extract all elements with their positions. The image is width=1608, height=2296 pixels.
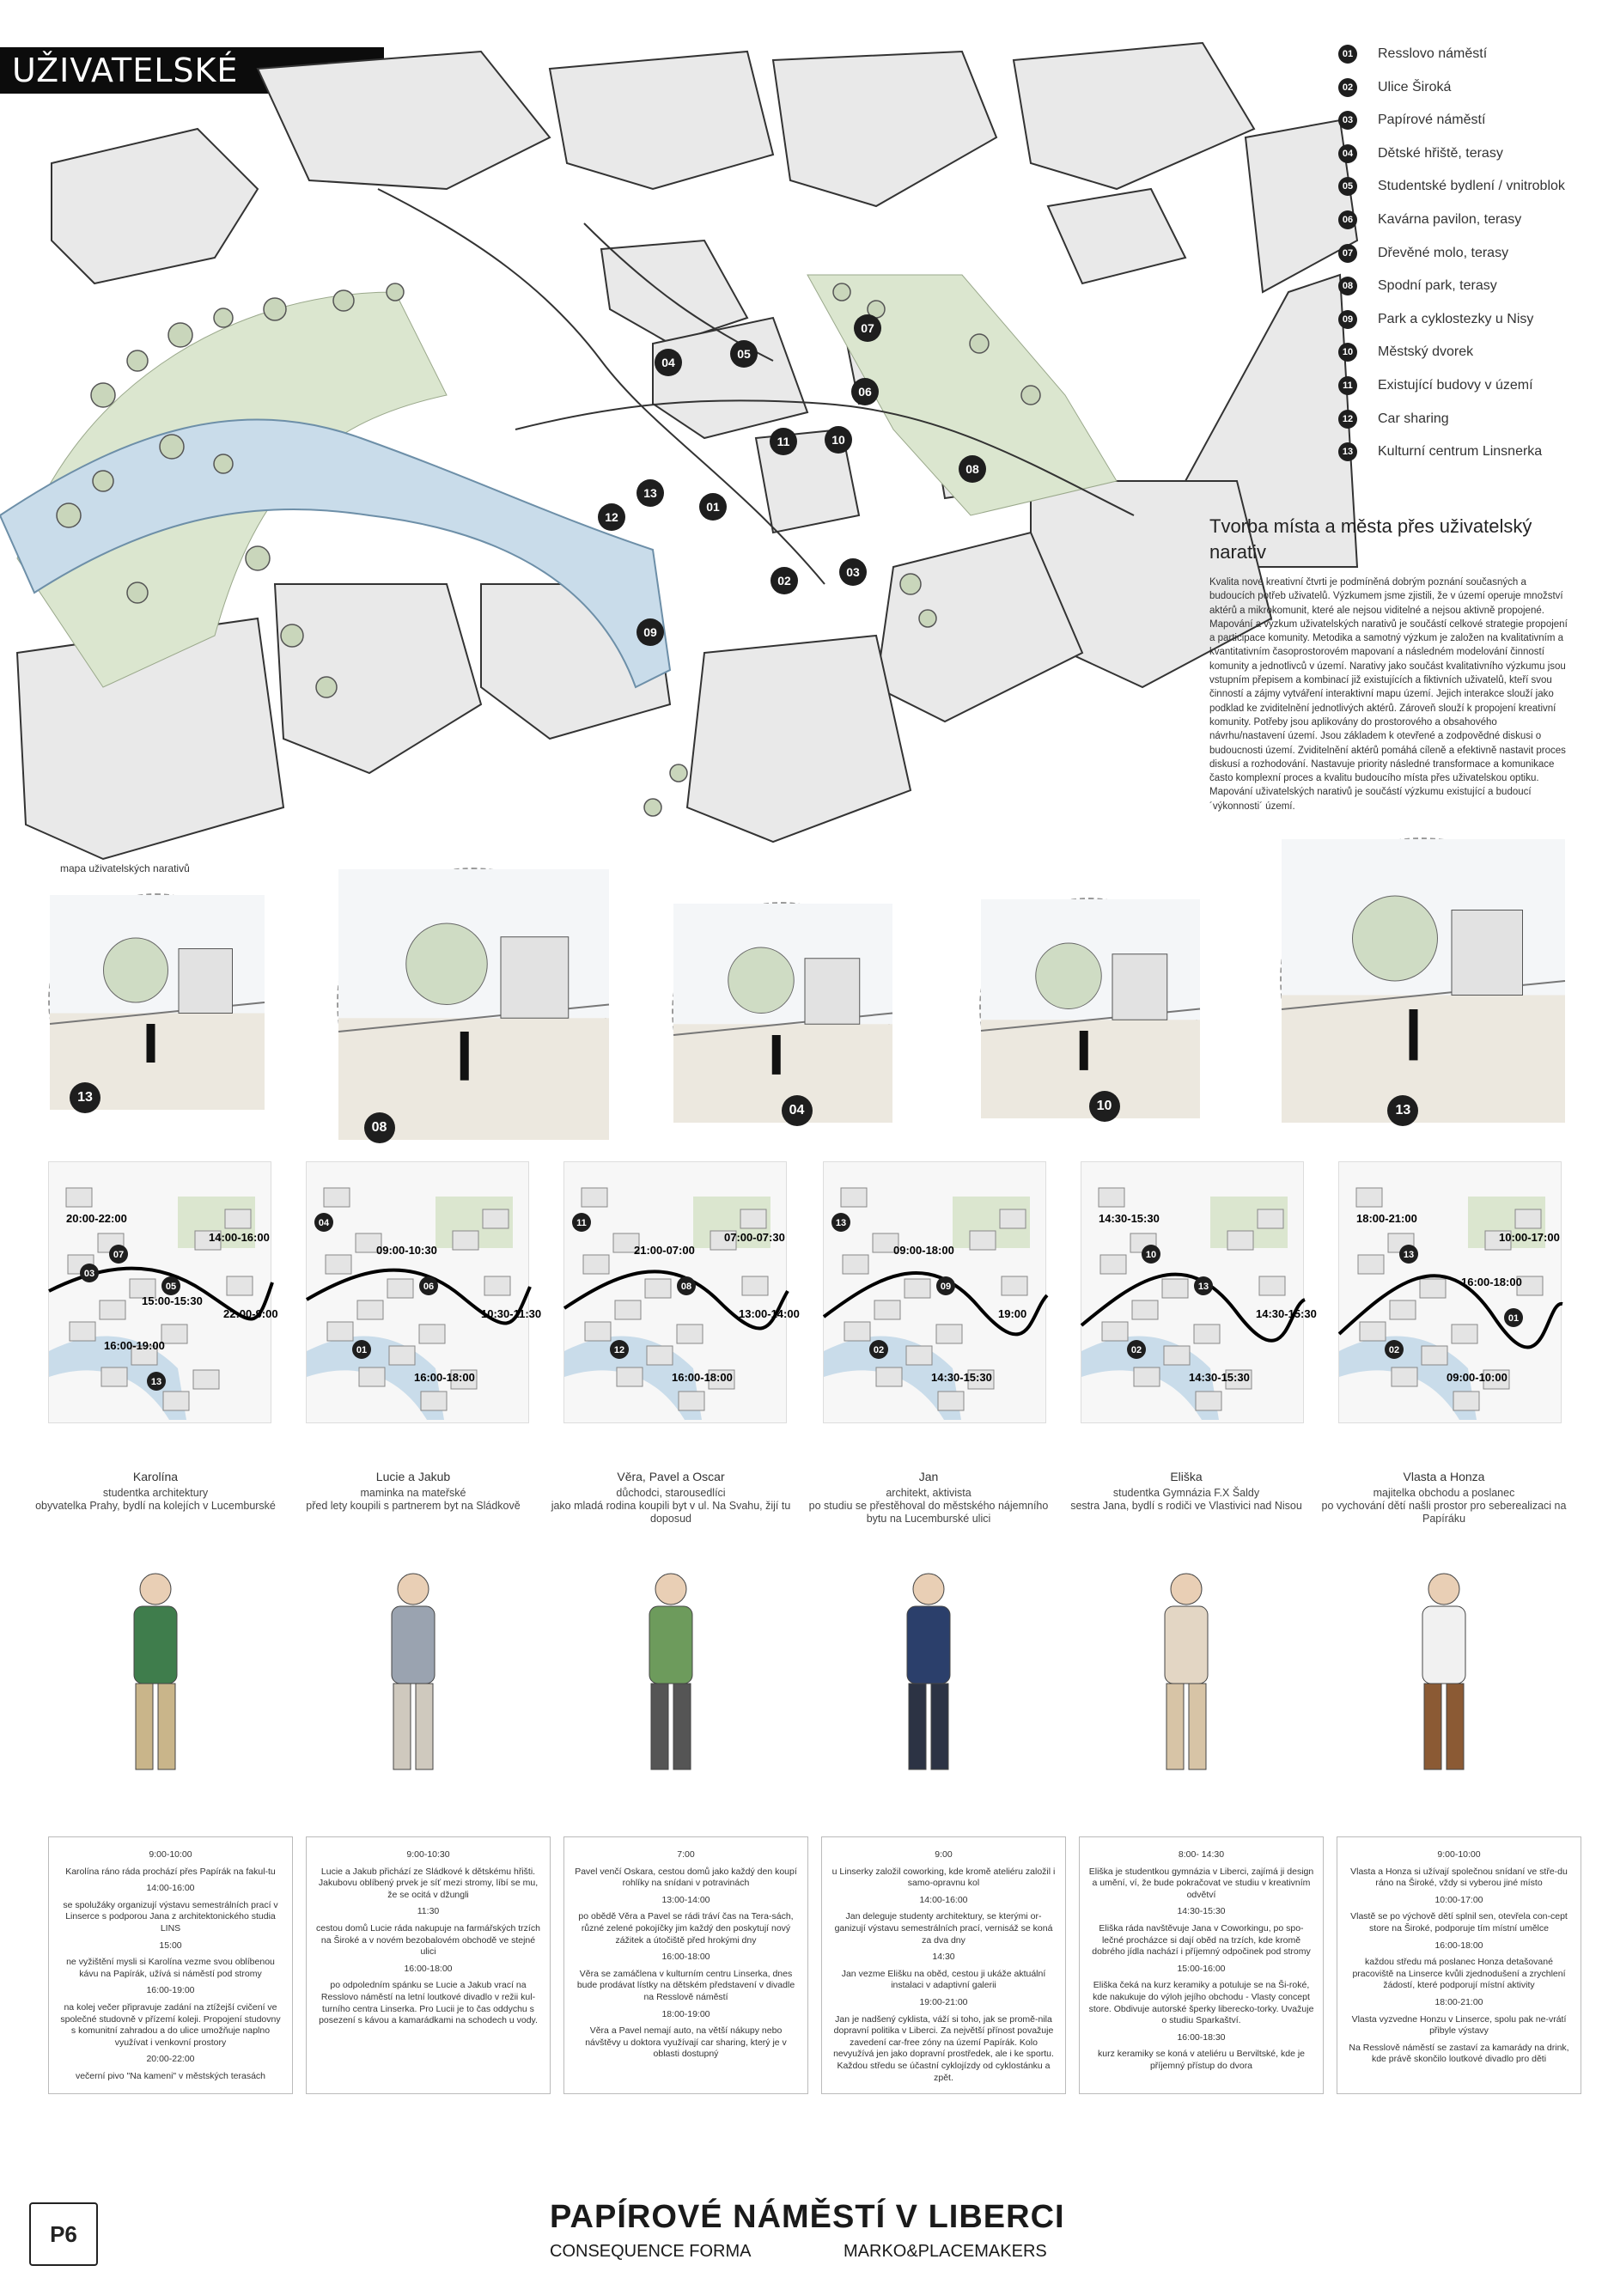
route-marker: 03	[83, 1269, 95, 1279]
persona-description: majitelka obchodu a poslanec	[1373, 1487, 1515, 1499]
route-marker: 04	[318, 1218, 330, 1228]
persona-figure	[82, 1563, 228, 1787]
footer-team-1: CONSEQUENCE FORMA	[550, 2242, 752, 2261]
schedule-entry: 9:00	[935, 1849, 953, 1860]
schedule-entry: Eliška ráda navštěvuje Jana v Coworkingu, po spo-lečné procházce si dají oběd na trzích, kde kromě dobrého jídla nachází i příjemný odpočinek pod stromy	[1092, 1922, 1311, 1958]
legend-label: Dětské hřiště, terasy	[1378, 145, 1503, 161]
persona-name: Jan	[918, 1470, 939, 1483]
schedule-entry: Vlasta vyzvedne Honzu v Linserce, spolu pak ne-vrátí přibyle výstavy	[1351, 2013, 1567, 2037]
map-marker-12[interactable]: 12	[605, 510, 618, 524]
legend-number: 03	[1338, 111, 1357, 130]
legend-number: 11	[1338, 376, 1357, 395]
route-time: 14:30-15:30	[1189, 1371, 1250, 1384]
map-caption: mapa uživatelských narativů	[60, 862, 190, 874]
legend-number: 05	[1338, 177, 1357, 196]
legend-label: Resslovo náměstí	[1378, 46, 1488, 61]
route-time: 19:00	[998, 1307, 1027, 1320]
persona-description: studentka architektury	[102, 1487, 209, 1499]
route-marker: 09	[940, 1282, 952, 1292]
narrative-body: Kvalita nové kreativní čtvrti je podmíněná dobrým poznání současných a budoucích potřeb uživatelů. Výzkumem jsme zjistili, že v území operuje množství aktérů a mikrokomunit, které ale nejsou viditelné a nejsou aktivně propojené. Mapování a výzkum uživatelských narativů je součástí celkové strategie propojení a participace komunity. Metodika a samotný výzkum je založen na kvalitativním a kvantitativním časoprostorovém mapovaní a následném modelování činností komunity a jednotlivců v území. Narativy jako součást kvalitativního výzkumu jsou vstupním přepisem a kombinací již existujících a fiktivních uživatelů, kteří svou činností a zájmy vytváření interaktivní mapu území. Jejich interakce slouží jako podklad ke zviditelnění jednotlivých aktérů. Zároveň slouží k propojení kreativní komunity. Potřeby jsou aplikovány do prostorového a obsahového návrhu/nastavení území. Jsou základem k otevřené a zodpovědné diskusi o budoucnosti území. Zviditelnění aktérů pomáhá cíleně a efektivně nastavit proces diskusí a rozhodování. Nastavuje priority následné transformace a komunikace často komplexní proces a kvalitu budoucího místa přes uživatelskou optiku. Mapování uživatelských narativů je součástí výzkumu existující a budoucí ´výkonnosti´ území.	[1209, 577, 1568, 812]
schedule-entry: Věra se zamáčlena v kulturním centru Linserka, dnes bude prodávat lístky na dětském představení v divadle na Resslově náměstí	[576, 1968, 795, 2002]
scene-view	[979, 898, 1198, 1117]
legend-label: Dřevěné molo, terasy	[1378, 245, 1509, 260]
legend-label: Kulturní centrum Linsnerka	[1378, 444, 1543, 460]
route-map	[48, 1161, 278, 1423]
schedule-entry: 10:00-17:00	[1434, 1894, 1483, 1905]
schedule-entry: 16:00-18:30	[1177, 2031, 1226, 2043]
route-time: 16:00-18:00	[1461, 1276, 1522, 1288]
legend-number: 07	[1338, 244, 1357, 263]
legend-item	[1338, 78, 1596, 112]
route-time: 09:00-10:00	[1447, 1371, 1508, 1384]
persona-description: po vychování dětí našli prostor pro seberealizaci na Papíráku	[1321, 1500, 1567, 1525]
route-marker: 02	[873, 1345, 885, 1355]
schedule-entry: 19:00-21:00	[919, 1996, 968, 2007]
scene-view-number: 10	[1089, 1091, 1120, 1122]
persona-header	[546, 1471, 795, 1526]
route-time: 15:00-15:30	[142, 1294, 203, 1307]
schedule-entry: 16:00-18:00	[1434, 1940, 1483, 1951]
map-marker-08[interactable]: 08	[965, 462, 979, 476]
route-time: 22:00-9:00	[223, 1307, 278, 1320]
schedule-entry: Eliška je studentkou gymnázia v Liberci, zajímá ji design a umění, ví, že bude pokračovat ve studiu v kreativním odvětví	[1088, 1866, 1314, 1900]
page-number: P6	[29, 2202, 98, 2266]
persona-figure	[1371, 1563, 1517, 1787]
route-time: 13:00-14:00	[739, 1307, 800, 1320]
route-marker: 02	[1388, 1345, 1400, 1355]
scene-view-number: 13	[1387, 1095, 1418, 1126]
schedule-entry: Jan je nadšený cyklista, váží si toho, jak se promě-nila dopravní politika v Liberci. Za největší přínost považuje zavedení car-free zóny na území Papírák. Kolo nevyužívá jen jako dopravní prostředek, ale i ke sportu. Každou středu se účastní cyklojízdy od cyklostánku a zpět.	[833, 2013, 1054, 2083]
map-marker-11[interactable]: 11	[777, 435, 790, 448]
schedule-entry: 7:00	[677, 1849, 695, 1860]
legend-number: 02	[1338, 78, 1357, 97]
route-time: 07:00-07:30	[724, 1231, 785, 1244]
schedule-entry: 14:30	[932, 1952, 955, 1963]
schedule-entry: u Linserky založil coworking, kde kromě ateliéru založil i samo-opravnu kol	[831, 1866, 1056, 1889]
schedule-entry: 14:00-16:00	[146, 1883, 195, 1894]
route-time: 09:00-10:30	[376, 1244, 437, 1257]
legend-label: Existující budovy v území	[1378, 377, 1533, 393]
route-marker: 06	[423, 1282, 435, 1292]
schedule-entry: 9:00-10:30	[406, 1849, 450, 1860]
schedule-entry: Jan vezme Elišku na oběd, cestou ji ukáže aktuální instalaci v adaptivní galerii	[841, 1968, 1046, 1991]
schedule-entry: se spolužáky organizují výstavu semestrálních prací v Linserce s podporou Jana z architektonického studia LINS	[63, 1899, 278, 1934]
legend-number: 06	[1338, 210, 1357, 229]
route-marker: 05	[165, 1282, 177, 1292]
persona-description: jako mladá rodina koupili byt v ul. Na Svahu, žijí tu doposud	[551, 1500, 791, 1525]
schedule-entry: 8:00- 14:30	[1178, 1849, 1225, 1860]
route-time: 16:00-19:00	[104, 1339, 165, 1352]
map-marker-10[interactable]: 10	[831, 433, 845, 447]
legend-number: 01	[1338, 45, 1357, 64]
scene-view	[337, 868, 607, 1138]
persona-figure	[856, 1563, 1002, 1787]
schedule-entry: každou středu má poslanec Honza detašované pracoviště na Linserce kvůli zjednodušení a zrychlení žádostí, které podporují místní aktivity	[1352, 1957, 1566, 1991]
persona-description: architekt, aktivista	[886, 1487, 971, 1499]
route-time: 10:30-11:30	[481, 1307, 542, 1320]
route-time: 14:30-15:30	[1256, 1307, 1317, 1320]
persona-header	[1062, 1471, 1311, 1513]
route-marker: 01	[356, 1345, 368, 1355]
legend-label: Ulice Široká	[1378, 79, 1452, 94]
legend-label: Městský dvorek	[1378, 344, 1474, 360]
footer-team-2: MARKO&PLACEMAKERS	[844, 2242, 1047, 2261]
persona-schedule	[821, 1836, 1066, 2094]
schedule-entry: Na Resslově náměstí se zastaví za kamarády na drink, kde právě skončilo loutkové divadlo pro děti	[1349, 2042, 1569, 2065]
route-time: 20:00-22:00	[66, 1212, 127, 1225]
persona-figure	[598, 1563, 744, 1787]
legend-number: 12	[1338, 410, 1357, 429]
route-time: 21:00-07:00	[634, 1244, 695, 1257]
scene-view	[672, 902, 891, 1121]
scene-view-number: 13	[70, 1082, 100, 1113]
map-marker-03[interactable]: 03	[846, 565, 860, 579]
map-marker-02[interactable]: 02	[777, 574, 791, 588]
schedule-entry: 16:00-18:00	[404, 1963, 453, 1974]
scene-view	[1280, 837, 1563, 1121]
legend-label: Spodní park, terasy	[1378, 278, 1497, 294]
map-marker-06[interactable]: 06	[858, 385, 872, 399]
route-map	[1338, 1161, 1562, 1423]
schedule-entry: Vlastě se po výchově dětí splnil sen, otevřela con-cept store na Široké, podporuje tím místní umělce	[1350, 1911, 1568, 1934]
route-time: 10:00-17:00	[1499, 1231, 1560, 1244]
legend-item	[1338, 45, 1596, 78]
route-marker: 02	[1130, 1345, 1142, 1355]
footer-title: PAPÍROVÉ NÁMĚSTÍ V LIBERCI	[550, 2199, 1065, 2235]
persona-schedule	[563, 1836, 808, 2094]
map-marker-01[interactable]: 01	[706, 500, 720, 514]
route-map	[823, 1161, 1046, 1423]
schedule-entry: 18:00-21:00	[1434, 1996, 1483, 2007]
legend-number: 13	[1338, 442, 1357, 461]
scene-view-number: 08	[364, 1112, 395, 1143]
route-marker: 13	[835, 1218, 847, 1228]
legend-item	[1338, 144, 1596, 178]
persona-header	[1319, 1471, 1568, 1526]
persona-name: Vlasta a Honza	[1403, 1470, 1485, 1483]
schedule-entry: cestou domů Lucie ráda nakupuje na farmářských trzích na Široké a v novém bezobalovém obchodě ve stejné ulici	[316, 1922, 540, 1958]
schedule-entry: 11:30	[417, 1906, 440, 1917]
route-marker: 13	[150, 1377, 162, 1387]
route-time: 14:00-16:00	[209, 1231, 270, 1244]
schedule-entry: 15:00	[159, 1940, 182, 1951]
schedule-entry: 20:00-22:00	[146, 2054, 195, 2065]
persona-schedule	[1337, 1836, 1581, 2094]
persona-description: maminka na mateřské	[360, 1487, 466, 1499]
persona-figure	[340, 1563, 486, 1787]
page-title: UŽIVATELSKÉ NARATIVY	[0, 47, 384, 94]
persona-header	[31, 1471, 280, 1513]
persona-figure	[1113, 1563, 1259, 1787]
route-time: 18:00-21:00	[1356, 1212, 1417, 1225]
persona-schedule	[306, 1836, 551, 2094]
legend-item	[1338, 244, 1596, 277]
route-marker: 12	[613, 1345, 625, 1355]
schedule-entry: kurz keramiky se koná v ateliéru u Berviltské, kde je příjemný přístup do dvora	[1097, 2049, 1305, 2071]
map-legend	[1338, 45, 1596, 476]
legend-item	[1338, 442, 1596, 476]
legend-item	[1338, 277, 1596, 310]
schedule-entry: po obědě Věra a Pavel se rádi tráví čas na Tera-sách, různé zelené pokojíčky jim každý den poskytují nový zážitek a útočiště před hrokými dny	[578, 1911, 794, 1946]
schedule-entry: Vlasta a Honza si užívají společnou snídaní ve stře-du ráno na Široké, vždy si vyberou jiné místo	[1350, 1866, 1568, 1889]
persona-description: po studiu se přestěhoval do městského nájemního bytu na Lucemburské ulici	[808, 1500, 1049, 1525]
persona-header	[804, 1471, 1053, 1526]
legend-number: 04	[1338, 144, 1357, 163]
legend-item	[1338, 376, 1596, 410]
legend-label: Kavárna pavilon, terasy	[1378, 211, 1522, 227]
scene-view	[48, 893, 263, 1108]
route-marker: 11	[576, 1218, 587, 1228]
schedule-entry: Pavel venčí Oskara, cestou domů jako každý den koupí rohlíky na snídani v potravinách	[575, 1866, 797, 1889]
legend-number: 08	[1338, 277, 1357, 295]
legend-label: Papírové náměstí	[1378, 113, 1486, 128]
legend-label: Park a cyklostezky u Nisy	[1378, 311, 1534, 326]
schedule-entry: 16:00-19:00	[146, 1985, 195, 1996]
scene-view-number: 04	[782, 1095, 813, 1126]
persona-name: Věra, Pavel a Oscar	[617, 1470, 725, 1483]
schedule-entry: na kolej večer připravuje zadání na ztížejší cvičení ve společné studovně v přízemí koleji. Propojení studovny s komunitní zahradou a do ulice umožňuje naplno využívat i venkovní prostory	[60, 2001, 281, 2048]
schedule-entry: večerní pivo "Na kameni" v městských terasách	[75, 2070, 266, 2081]
schedule-entry: Věra a Pavel nemají auto, na větší nákupy nebo návštěvy u doktora využívají car sharing, který je v oblasti dostupný	[585, 2025, 787, 2060]
route-time: 14:30-15:30	[931, 1371, 992, 1384]
route-time: 09:00-18:00	[893, 1244, 954, 1257]
route-marker: 01	[1508, 1313, 1520, 1324]
route-marker: 07	[113, 1250, 125, 1260]
route-map	[1081, 1161, 1317, 1423]
narrative-heading: Tvorba místa a města přes uživatelský narativ	[1209, 515, 1532, 563]
legend-label: Studentské bydlení / vnitroblok	[1378, 179, 1565, 194]
legend-item	[1338, 177, 1596, 210]
persona-name: Karolína	[132, 1470, 179, 1483]
route-time: 14:30-15:30	[1099, 1212, 1160, 1225]
schedule-entry: 13:00-14:00	[661, 1894, 710, 1905]
persona-description: před lety koupili s partnerem byt na Sládkově	[306, 1500, 521, 1512]
schedule-entry: Jan deleguje studenty architektury, se kterými or-ganizují výstavu semestrálních prací, vernisáž se koná za dva dny	[834, 1911, 1053, 1946]
schedule-entry: 14:30-15:30	[1177, 1906, 1226, 1917]
map-marker-09[interactable]: 09	[643, 625, 657, 639]
schedule-entry: 18:00-19:00	[661, 2008, 710, 2019]
route-marker: 10	[1145, 1250, 1157, 1260]
map-marker-04[interactable]: 04	[661, 356, 675, 369]
persona-header	[289, 1471, 538, 1513]
map-marker-05[interactable]: 05	[737, 347, 751, 361]
schedule-entry: Lucie a Jakub přichází ze Sládkové k dětskému hřišti. Jakubovu oblíbený prvek je síť mezi stromy, líbí se mu, že se ocitá v džungli	[318, 1866, 539, 1900]
schedule-entry: ne vyžištění mysli si Karolína vezme svou oblíbenou kávu na Papírák, užívá si náměstí pod stromy	[66, 1957, 275, 1979]
legend-item	[1338, 343, 1596, 376]
route-time: 16:00-18:00	[414, 1371, 475, 1384]
persona-schedule	[48, 1836, 293, 2094]
schedule-entry: Eliška čeká na kurz keramiky a potuluje se na Ši-roké, kde nakukuje do výloh jejího obchodu - Vlasty concept store. Obdivuje autorské šperky liberecko-torky. Uvažuje o studiu Sparkaštví.	[1088, 1980, 1314, 2026]
schedule-entry: Karolína ráno ráda prochází přes Papírák na fakul-tu	[65, 1866, 276, 1877]
map-marker-13[interactable]: 13	[643, 486, 657, 500]
route-map	[563, 1161, 800, 1423]
legend-item	[1338, 410, 1596, 443]
persona-name: Eliška	[1170, 1470, 1203, 1483]
legend-number: 10	[1338, 343, 1357, 362]
route-time: 16:00-18:00	[672, 1371, 733, 1384]
schedule-entry: 9:00-10:00	[1437, 1849, 1481, 1860]
legend-number: 09	[1338, 310, 1357, 329]
persona-name: Lucie a Jakub	[375, 1470, 451, 1483]
schedule-entry: 14:00-16:00	[919, 1894, 968, 1905]
persona-schedule	[1079, 1836, 1324, 2094]
persona-description: obyvatelka Prahy, bydlí na kolejích v Lucemburské	[35, 1500, 276, 1512]
route-map	[306, 1161, 542, 1423]
legend-item	[1338, 210, 1596, 244]
persona-description: důchodci, starousedlíci	[616, 1487, 726, 1499]
schedule-entry: 16:00-18:00	[661, 1952, 710, 1963]
route-marker: 13	[1403, 1250, 1415, 1260]
persona-description: sestra Jana, bydlí s rodiči ve Vlastivici nad Nisou	[1070, 1500, 1302, 1512]
route-marker: 13	[1197, 1282, 1209, 1292]
schedule-entry: 9:00-10:00	[149, 1849, 192, 1860]
map-marker-07[interactable]: 07	[861, 321, 874, 335]
schedule-entry: po odpoledním spánku se Lucie a Jakub vrací na Resslovo náměstí na letní loutkové divadlo v režii kul-turního centra Linserka. Pro Lucii je to čas oddychu s posezení s kávou a kamarádkami na schodech u vody.	[319, 1980, 538, 2026]
legend-item	[1338, 111, 1596, 144]
route-marker: 08	[680, 1282, 692, 1292]
legend-item	[1338, 310, 1596, 344]
schedule-entry: 15:00-16:00	[1177, 1963, 1226, 1974]
persona-description: studentka Gymnázia F.X Šaldy	[1112, 1487, 1260, 1499]
legend-label: Car sharing	[1378, 411, 1449, 426]
